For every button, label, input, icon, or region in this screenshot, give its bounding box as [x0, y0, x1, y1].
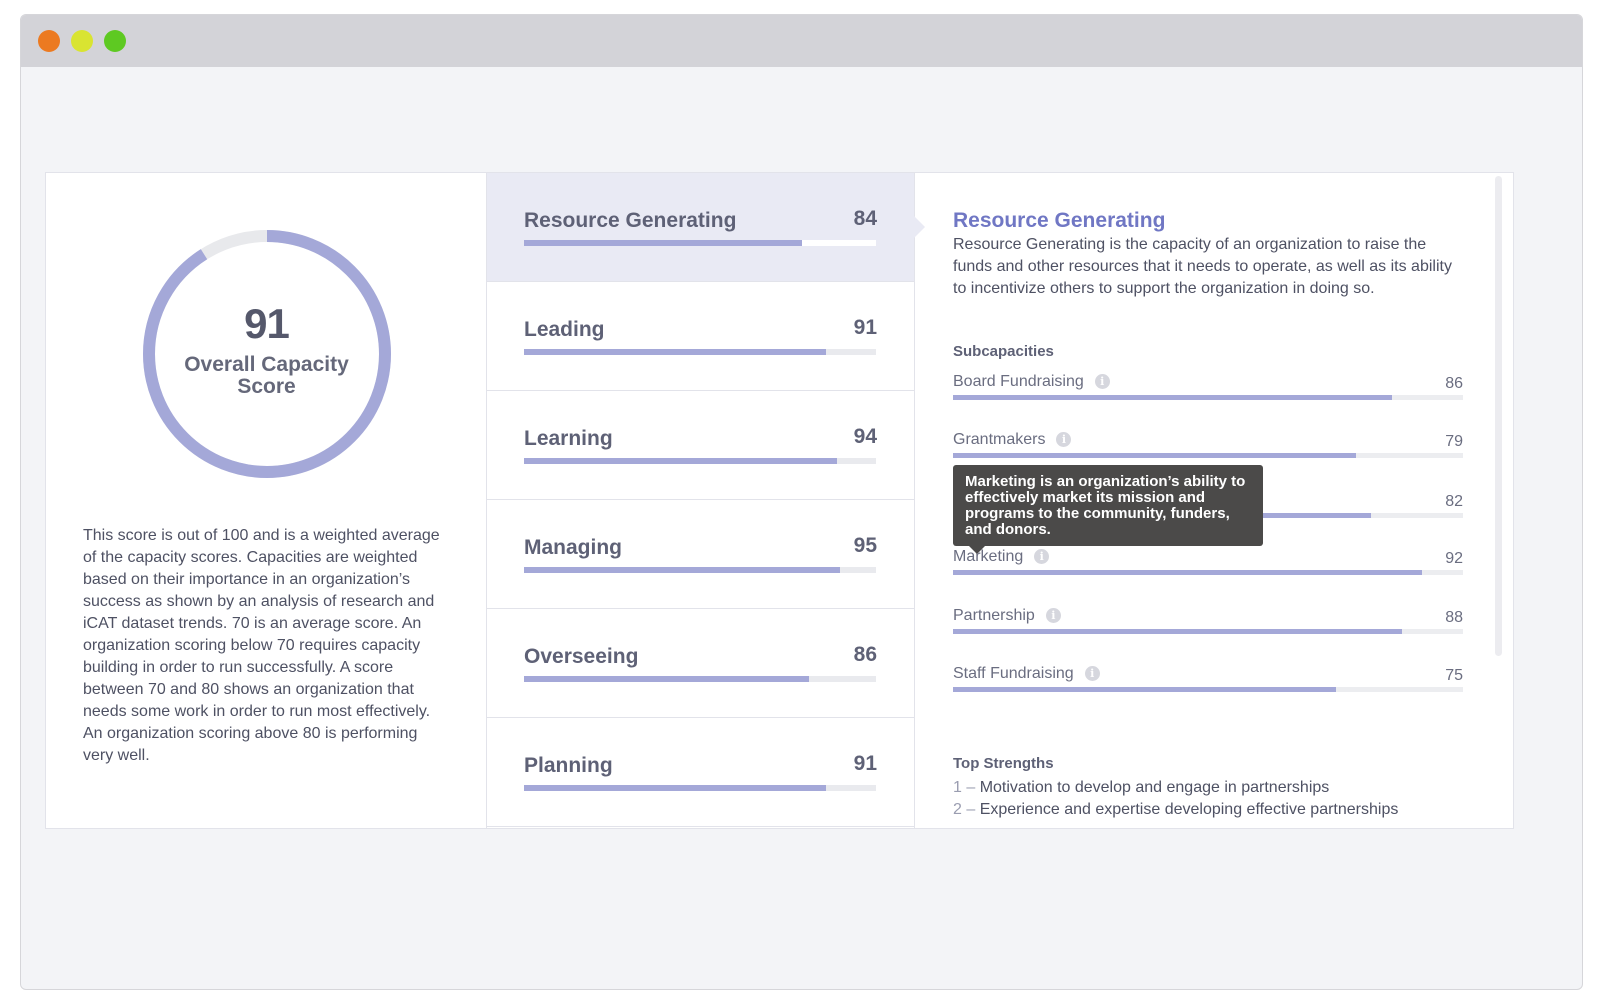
top-strength-item	[953, 801, 1398, 819]
subcapacity-label: Marketing	[953, 548, 1024, 565]
subcapacity-name	[953, 431, 1071, 449]
active-indicator-arrow	[914, 216, 925, 238]
info-icon[interactable]: i	[1056, 432, 1071, 447]
capacity-detail-column	[915, 173, 1505, 828]
subcapacity-staff-fundraising	[953, 665, 1463, 689]
subcapacity-partnership	[953, 607, 1463, 631]
capacity-score-bar	[524, 458, 876, 464]
close-window-button[interactable]	[38, 30, 60, 52]
capacity-score-fill	[524, 567, 840, 573]
capacity-item-overseeing[interactable]	[487, 609, 914, 718]
subcapacity-name	[953, 665, 1100, 683]
detail-description: Resource Generating is the capacity of an organization to raise the funds and other resources that it needs to operate, as well as its ability to incentivize others to support the organization in doing so.	[953, 236, 1452, 297]
subcapacity-label: Partnership	[953, 607, 1035, 624]
capacity-name: Learning	[524, 427, 613, 450]
strength-number: 1 –	[953, 779, 976, 796]
subcapacity-marketing	[953, 548, 1463, 572]
subcapacity-name	[953, 373, 1110, 391]
top-strength-item	[953, 779, 1329, 797]
subcapacity-score-bar	[953, 453, 1463, 458]
capacity-score: 91	[853, 752, 877, 775]
subcapacity-score-fill	[953, 570, 1422, 575]
subcapacity-score-fill	[953, 687, 1336, 692]
capacity-name: Planning	[524, 754, 613, 777]
capacity-score: 94	[853, 425, 877, 448]
subcapacity-label: Board Fundraising	[953, 373, 1084, 390]
subcapacity-score-bar	[953, 395, 1463, 400]
window-titlebar	[21, 15, 1582, 67]
subcapacity-score: 79	[1445, 433, 1463, 450]
capacity-name: Resource Generating	[524, 209, 737, 232]
capacity-list	[487, 173, 915, 828]
capacity-score-fill	[524, 349, 826, 355]
capacity-item-managing[interactable]	[487, 500, 914, 609]
capacity-score: 84	[853, 207, 877, 230]
maximize-window-button[interactable]	[104, 30, 126, 52]
capacity-score-fill	[524, 785, 826, 791]
capacity-item-planning[interactable]	[487, 718, 914, 827]
detail-title: Resource Generating	[953, 209, 1166, 232]
info-icon[interactable]: i	[1085, 666, 1100, 681]
capacity-score-fill	[524, 240, 802, 246]
subcapacity-name	[953, 607, 1061, 625]
subcapacity-score-fill	[953, 453, 1356, 458]
overall-score-label	[46, 354, 487, 398]
capacity-item-resource-generating[interactable]	[487, 173, 914, 282]
capacity-score: 95	[853, 534, 877, 557]
subcapacity-score-bar	[953, 687, 1463, 692]
subcapacity-board-fundraising	[953, 373, 1463, 397]
subcapacity-score: 92	[1445, 550, 1463, 567]
capacity-name: Managing	[524, 536, 622, 559]
info-icon[interactable]: i	[1034, 549, 1049, 564]
capacity-score-bar	[524, 567, 876, 573]
subcapacities-heading: Subcapacities	[953, 343, 1054, 360]
top-strengths-heading: Top Strengths	[953, 755, 1054, 772]
subcapacity-score-fill	[953, 629, 1402, 634]
capacity-item-leading[interactable]	[487, 282, 914, 391]
capacity-score-bar	[524, 240, 876, 246]
overall-score-description: This score is out of 100 and is a weighted average of the capacity scores. Capacities are weighted based on their importance in an organization’s success as shown by an analysis of research and iCAT dataset trends. 70 is an average score. An organization scoring below 70 requires capacity building in order to run successfully. A score between 70 and 80 shows an organization that needs some work in order to run most effectively. An organization scoring above 80 is performing very well.	[83, 527, 440, 764]
capacity-score: 86	[853, 643, 877, 666]
capacity-name: Overseeing	[524, 645, 639, 668]
strength-number: 2 –	[953, 801, 976, 818]
subcapacity-score-bar	[953, 629, 1463, 634]
capacity-score-fill	[524, 676, 809, 682]
marketing-tooltip: Marketing is an organization’s ability to effectively market its mission and programs to the community, funders, and donors.	[953, 465, 1263, 546]
capacity-score-bar	[524, 349, 876, 355]
strength-text: Experience and expertise developing effective partnerships	[979, 801, 1399, 818]
subcapacity-grantmakers	[953, 431, 1463, 455]
overall-score-column	[46, 173, 487, 828]
capacity-score: 91	[853, 316, 877, 339]
subcapacity-label: Staff Fundraising	[953, 665, 1074, 682]
info-icon[interactable]: i	[1046, 608, 1061, 623]
capacity-name: Leading	[524, 318, 605, 341]
capacity-score-fill	[524, 458, 837, 464]
detail-scrollbar[interactable]	[1495, 176, 1502, 656]
subcapacity-score: 82	[1445, 493, 1463, 510]
overall-score-label-line1: Overall Capacity	[184, 353, 349, 376]
capacity-score-bar	[524, 676, 876, 682]
info-icon[interactable]: i	[1095, 374, 1110, 389]
overall-score-value: 91	[244, 300, 289, 347]
subcapacity-name	[953, 548, 1049, 566]
subcapacity-label: Grantmakers	[953, 431, 1046, 448]
minimize-window-button[interactable]	[71, 30, 93, 52]
strength-text: Motivation to develop and engage in partnerships	[979, 779, 1330, 796]
capacity-report-panel	[45, 172, 1514, 829]
subcapacity-score: 86	[1445, 375, 1463, 392]
subcapacity-score-bar	[953, 570, 1463, 575]
capacity-score-bar	[524, 785, 876, 791]
subcapacity-score: 88	[1445, 609, 1463, 626]
subcapacity-score-fill	[953, 395, 1392, 400]
overall-score-label-line2: Score	[237, 375, 296, 398]
subcapacity-score: 75	[1445, 667, 1463, 684]
capacity-item-learning[interactable]	[487, 391, 914, 500]
